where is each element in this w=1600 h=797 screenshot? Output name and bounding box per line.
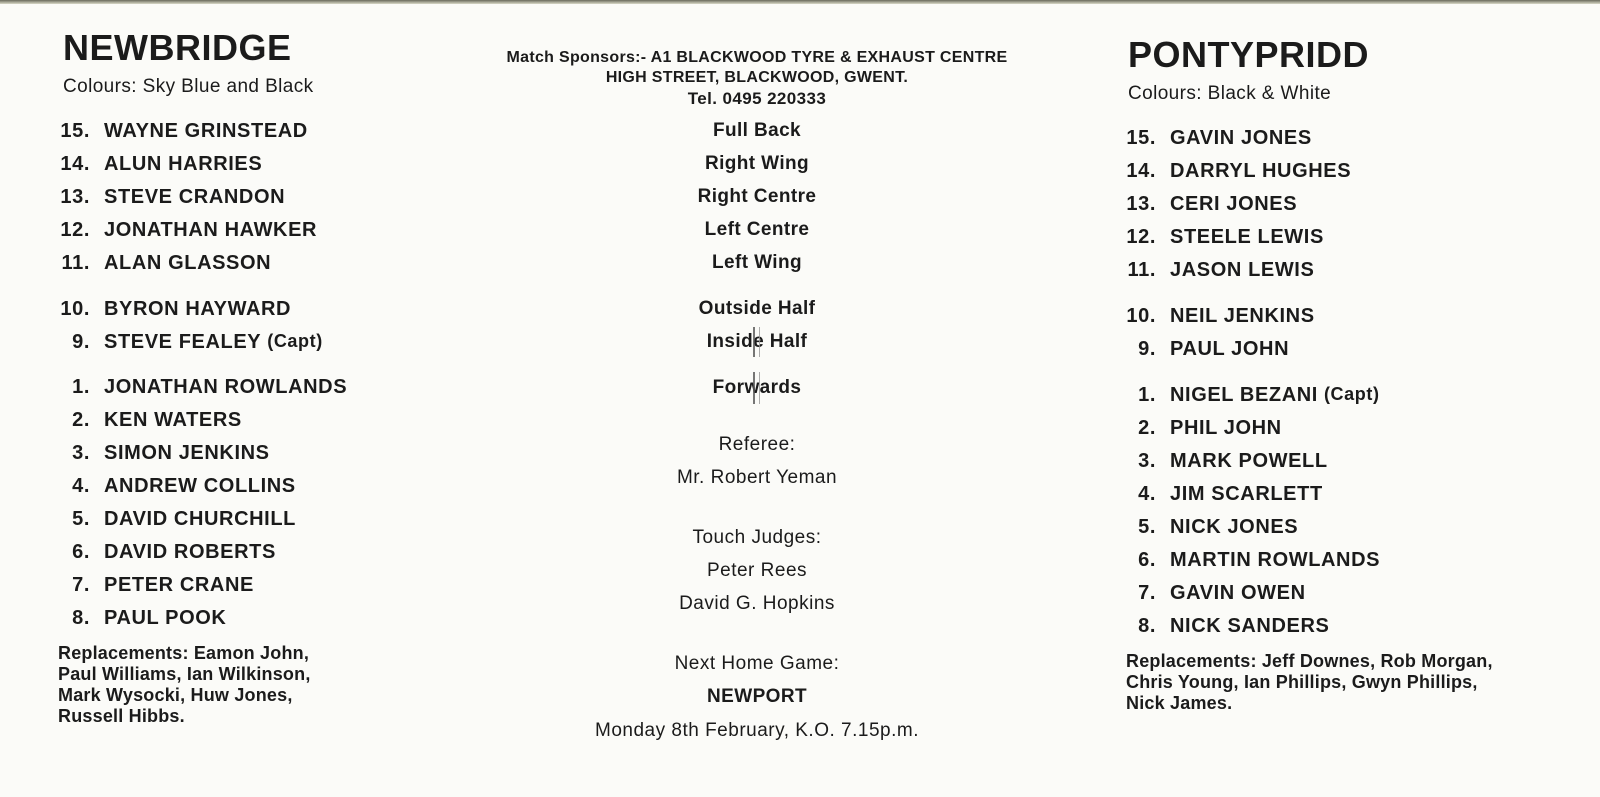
away-replacements-line: Chris Young, Ian Phillips, Gwyn Phillips, <box>1126 672 1478 692</box>
position-forwards: Forwards <box>712 377 802 398</box>
player-row <box>1122 385 1380 405</box>
player-name: ALAN GLASSON <box>104 252 272 274</box>
player-number: 12. <box>1126 226 1156 248</box>
player-number: 11. <box>61 252 90 274</box>
player-number: 7. <box>1138 582 1156 604</box>
player-number: 6. <box>1138 549 1156 571</box>
player-row <box>56 575 254 595</box>
touch-judge-name: Peter Rees <box>706 560 808 581</box>
player-name: NICK JONES <box>1170 516 1299 538</box>
away-replacements <box>1126 651 1566 714</box>
player-number: 10. <box>1126 305 1156 327</box>
player-row <box>1122 161 1351 181</box>
player-number: 14. <box>1126 160 1156 182</box>
staple-mark <box>753 327 760 357</box>
player-number: 4. <box>72 475 90 497</box>
position-full-back: Full Back <box>712 120 802 141</box>
player-name: ANDREW COLLINS <box>104 475 296 497</box>
away-replacements-line: Nick James. <box>1126 693 1233 713</box>
referee-label: Referee: <box>718 434 796 455</box>
player-name: MARK POWELL <box>1170 450 1328 472</box>
player-row <box>56 332 323 352</box>
next-home-game-opponent: NEWPORT <box>707 686 807 707</box>
home-team-colours: Colours: Sky Blue and Black <box>63 76 314 97</box>
player-row <box>1122 128 1312 148</box>
player-number: 9. <box>1138 338 1156 360</box>
player-name: KEN WATERS <box>104 409 242 431</box>
player-number: 15. <box>60 120 90 142</box>
player-row <box>56 542 276 562</box>
touch-judges-label: Touch Judges: <box>692 527 822 548</box>
home-replacements-line: Replacements: Eamon John, <box>58 643 310 663</box>
player-row <box>1122 583 1306 603</box>
sponsor-line-2: HIGH STREET, BLACKWOOD, GWENT. <box>605 69 909 86</box>
player-number: 3. <box>72 442 90 464</box>
player-row <box>1122 484 1323 504</box>
player-name: MARTIN ROWLANDS <box>1170 549 1381 571</box>
player-row <box>56 253 271 273</box>
player-row <box>56 377 347 397</box>
player-row <box>1122 517 1298 537</box>
player-name: DAVID ROBERTS <box>104 541 276 563</box>
position-inside-half: Inside Half <box>706 331 808 352</box>
player-name: STEVE FEALEY <box>104 331 262 353</box>
referee-name: Mr. Robert Yeman <box>676 467 838 488</box>
player-number: 2. <box>1138 417 1156 439</box>
player-name: PAUL JOHN <box>1170 338 1290 360</box>
player-name: PHIL JOHN <box>1170 417 1282 439</box>
player-name: PETER CRANE <box>104 574 254 596</box>
player-number: 9. <box>72 331 90 353</box>
player-name: DAVID CHURCHILL <box>104 508 296 530</box>
player-name: GAVIN JONES <box>1170 127 1312 149</box>
sponsor-line-1: Match Sponsors:- A1 BLACKWOOD TYRE & EXHAUST CENTRE <box>506 49 1008 66</box>
player-name: PAUL POOK <box>104 607 227 629</box>
next-home-game-date: Monday 8th February, K.O. 7.15p.m. <box>595 720 919 741</box>
player-row <box>1122 194 1297 214</box>
position-left-wing: Left Wing <box>712 252 802 273</box>
player-row <box>56 410 242 430</box>
player-name: SIMON JENKINS <box>104 442 270 464</box>
position-left-centre: Left Centre <box>704 219 810 240</box>
player-number: 15. <box>1126 127 1156 149</box>
player-name: NEIL JENKINS <box>1170 305 1315 327</box>
player-row <box>1122 616 1329 636</box>
player-number: 1. <box>72 376 90 398</box>
player-number: 3. <box>1138 450 1156 472</box>
player-name: ALUN HARRIES <box>104 153 263 175</box>
captain-marker: (Capt) <box>267 331 323 351</box>
player-row <box>56 443 270 463</box>
player-name: STEVE CRANDON <box>104 186 286 208</box>
away-team-colours: Colours: Black & White <box>1128 83 1332 104</box>
touch-judge-name: David G. Hopkins <box>679 593 835 614</box>
player-name: JONATHAN ROWLANDS <box>104 376 348 398</box>
home-replacements <box>58 643 398 727</box>
staple-mark <box>753 372 760 404</box>
player-row <box>56 187 285 207</box>
player-number: 14. <box>60 153 90 175</box>
home-replacements-line: Russell Hibbs. <box>58 706 185 726</box>
player-number: 13. <box>60 186 90 208</box>
player-number: 4. <box>1138 483 1156 505</box>
player-name: JONATHAN HAWKER <box>104 219 318 241</box>
player-number: 8. <box>1138 615 1156 637</box>
position-right-wing: Right Wing <box>704 153 810 174</box>
player-number: 7. <box>72 574 90 596</box>
player-name: NIGEL BEZANI <box>1170 384 1318 406</box>
player-name: CERI JONES <box>1170 193 1298 215</box>
player-number: 8. <box>72 607 90 629</box>
player-name: STEELE LEWIS <box>1170 226 1324 248</box>
position-right-centre: Right Centre <box>697 186 817 207</box>
player-name: BYRON HAYWARD <box>104 298 292 320</box>
player-row <box>56 509 296 529</box>
player-number: 1. <box>1138 384 1156 406</box>
player-row <box>56 154 262 174</box>
player-row <box>1122 418 1282 438</box>
player-name: DARRYL HUGHES <box>1170 160 1352 182</box>
position-outside-half: Outside Half <box>698 298 816 319</box>
player-row <box>56 121 308 141</box>
player-name: JIM SCARLETT <box>1170 483 1323 505</box>
player-row <box>1122 306 1315 326</box>
player-row <box>1122 260 1314 280</box>
away-team-name: PONTYPRIDD <box>1128 34 1370 75</box>
sponsor-telephone: Tel. 0495 220333 <box>687 89 827 108</box>
player-number: 10. <box>60 298 90 320</box>
player-row <box>56 220 317 240</box>
player-name: JASON LEWIS <box>1170 259 1315 281</box>
next-home-game-label: Next Home Game: <box>674 653 840 674</box>
player-row <box>56 608 226 628</box>
player-number: 12. <box>60 219 90 241</box>
player-name: WAYNE GRINSTEAD <box>104 120 308 142</box>
player-row <box>1122 550 1380 570</box>
home-replacements-line: Paul Williams, Ian Wilkinson, <box>58 664 311 684</box>
player-name: GAVIN OWEN <box>1170 582 1306 604</box>
player-number: 13. <box>1126 193 1156 215</box>
player-name: NICK SANDERS <box>1170 615 1330 637</box>
player-number: 5. <box>72 508 90 530</box>
player-number: 2. <box>72 409 90 431</box>
page-top-edge <box>0 0 1600 4</box>
player-row <box>1122 227 1324 247</box>
player-row <box>56 299 291 319</box>
away-replacements-line: Replacements: Jeff Downes, Rob Morgan, <box>1126 651 1493 671</box>
player-number: 11. <box>1127 259 1156 281</box>
player-row <box>1122 451 1328 471</box>
captain-marker: (Capt) <box>1323 384 1380 404</box>
player-row <box>1122 339 1289 359</box>
player-number: 6. <box>72 541 90 563</box>
home-team-name: NEWBRIDGE <box>63 27 292 68</box>
home-replacements-line: Mark Wysocki, Huw Jones, <box>58 685 293 705</box>
player-row <box>56 476 296 496</box>
player-number: 5. <box>1138 516 1156 538</box>
